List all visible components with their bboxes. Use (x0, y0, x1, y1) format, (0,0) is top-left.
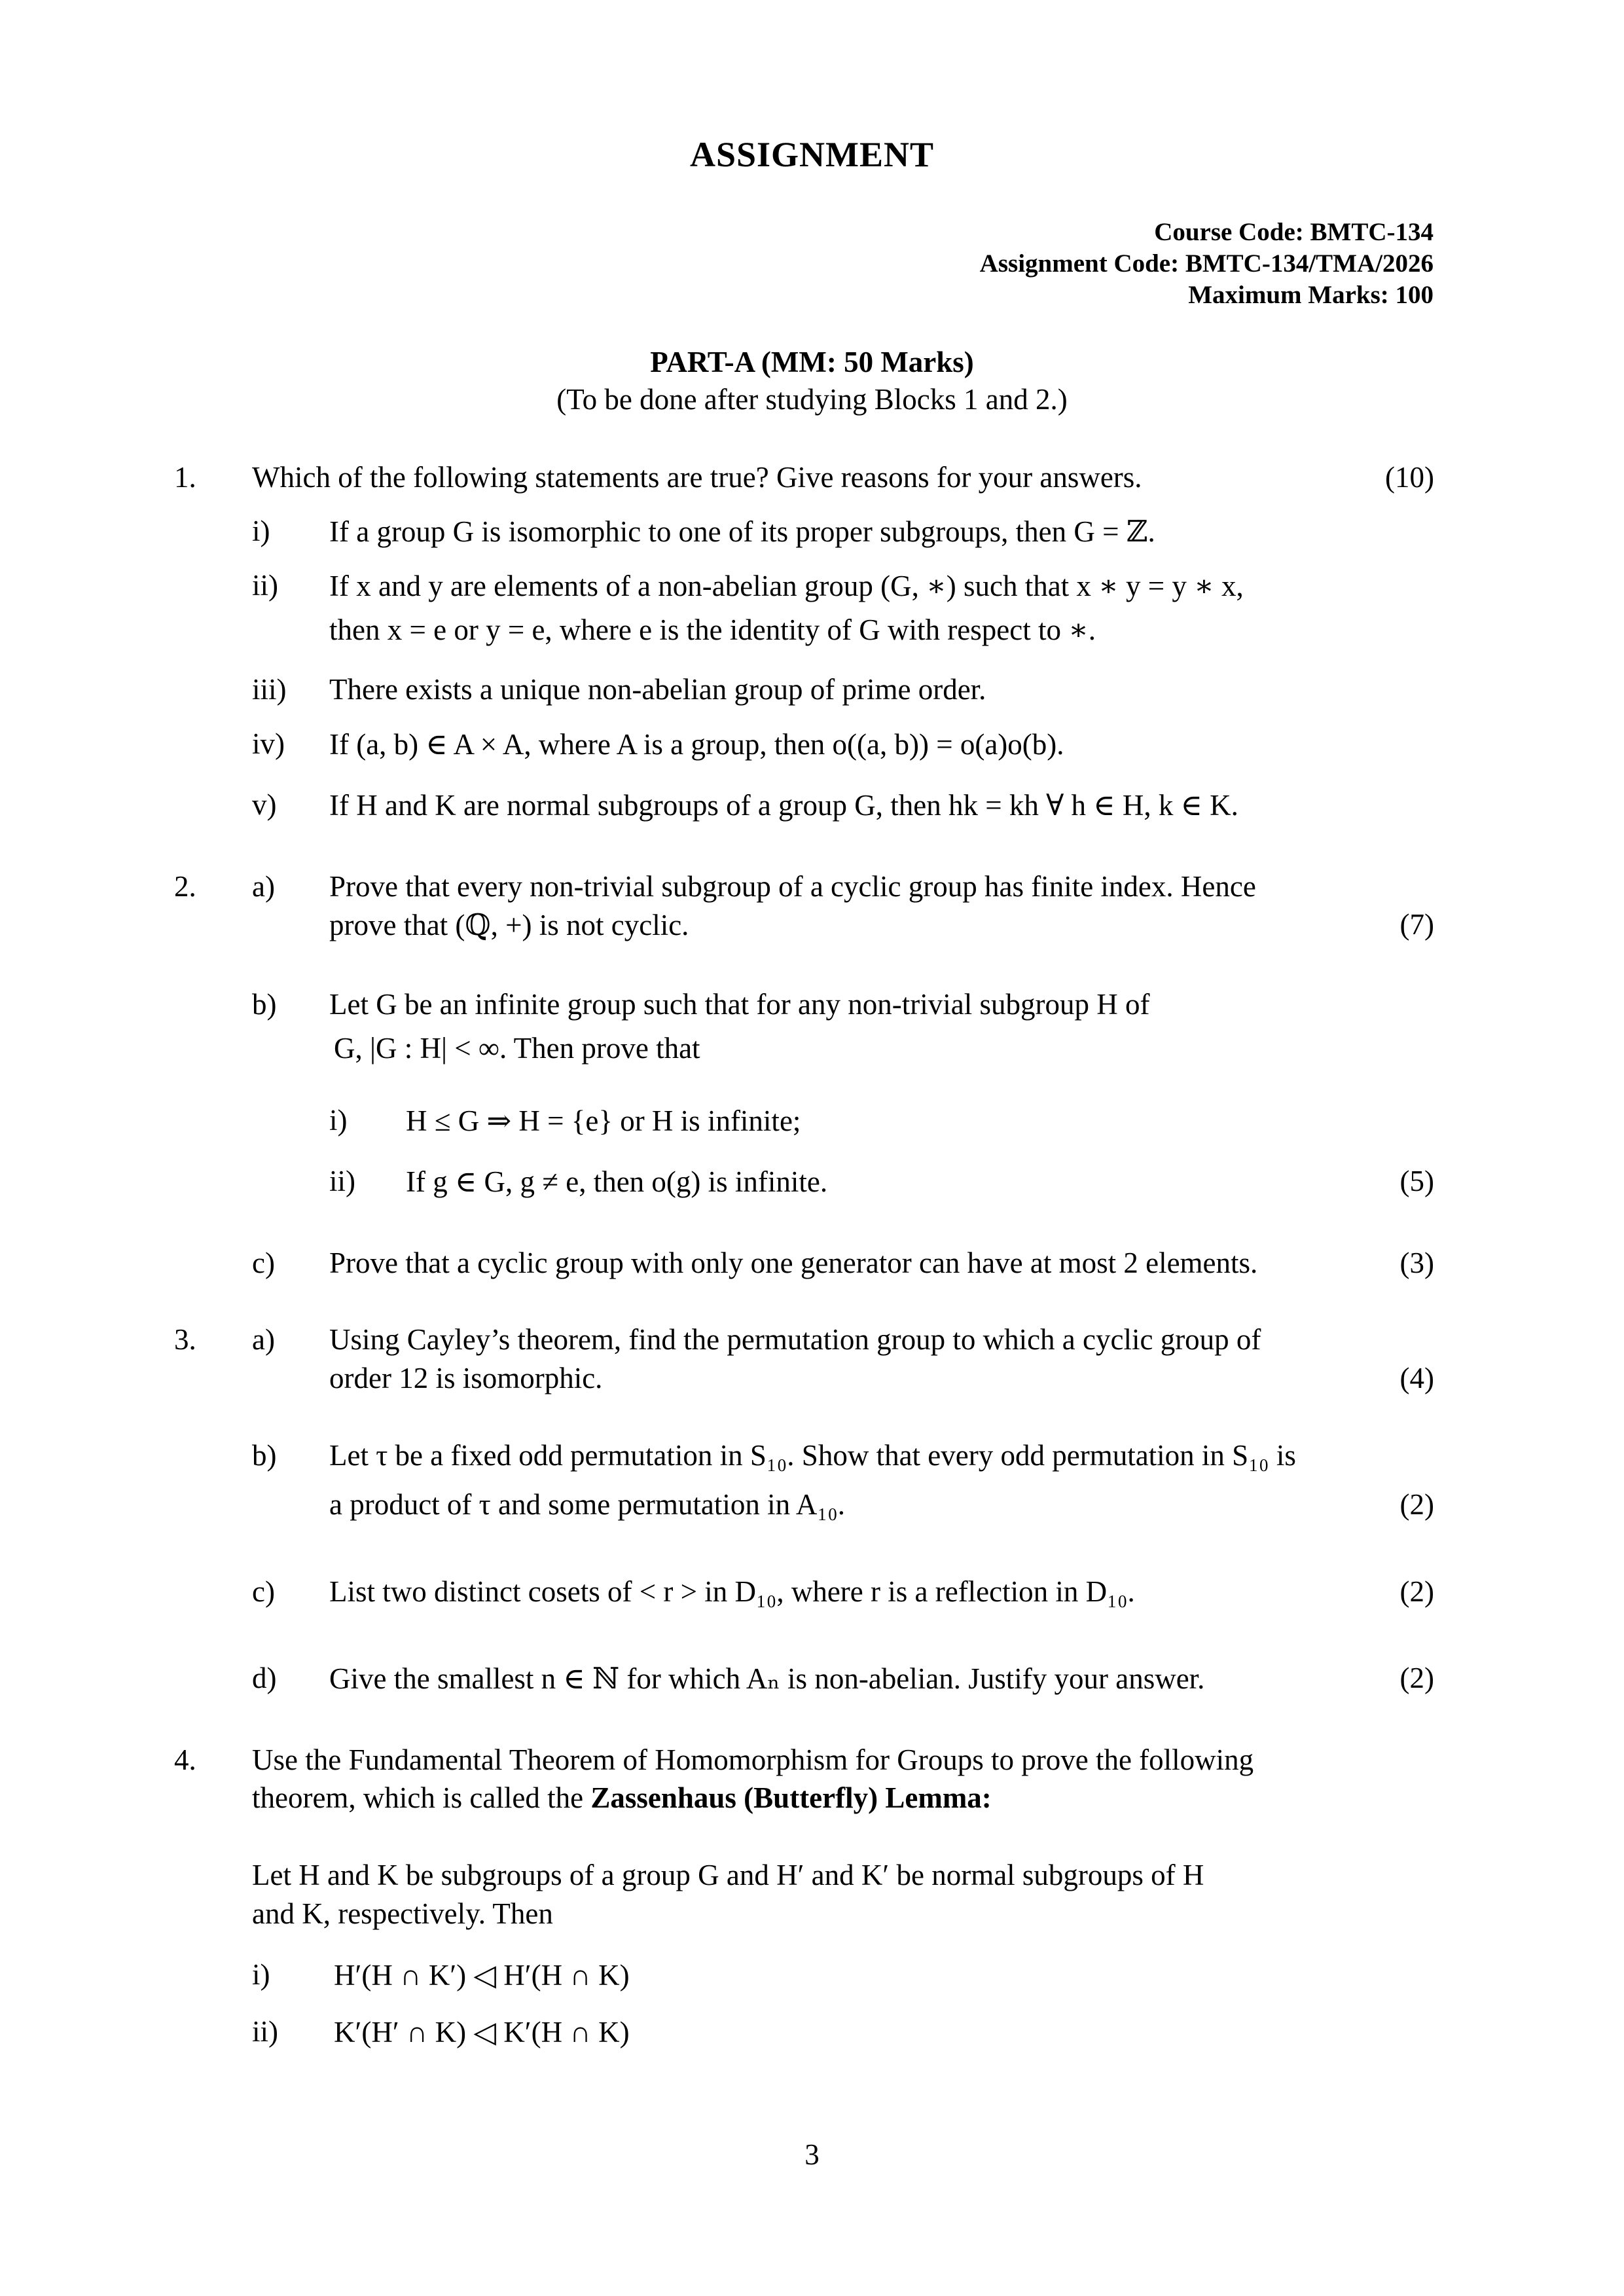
q3c-marks: (2) (1399, 1575, 1434, 1608)
q3a-text-continued: order 12 is isomorphic. (329, 1362, 603, 1394)
q2b-sub-text: H ≤ G ⇒ H = {e} or H is infinite; (406, 1104, 801, 1137)
q3d-text: Give the smallest n ∈ ℕ for which Aₙ is non-abelian. Justify your answer. (329, 1662, 1205, 1695)
question-4-text-plain: theorem, which is called the (252, 1781, 591, 1814)
q3a-text: Using Cayley’s theorem, find the permutation group to which a cyclic group of (329, 1323, 1261, 1356)
q2b-text-continued: G, |G : H| < ∞. Then prove that (334, 1032, 700, 1065)
q2a-text-continued: prove that (ℚ, +) is not cyclic. (329, 909, 689, 941)
q1-item-label: iv) (252, 727, 285, 760)
q2c-marks: (3) (1399, 1247, 1434, 1279)
q1-item-text: If x and y are elements of a non-abelian group (G, ∗) such that x ∗ y = y ∗ x, (329, 570, 1244, 602)
q3d-marks: (2) (1399, 1662, 1434, 1694)
maximum-marks: Maximum Marks: 100 (1188, 281, 1434, 309)
course-code: Course Code: BMTC-134 (1154, 218, 1434, 246)
q4-sub-label: ii) (252, 2015, 278, 2048)
question-1-text: Which of the following statements are true? Give reasons for your answers. (252, 461, 1142, 494)
q3b-marks: (2) (1399, 1488, 1434, 1521)
q1-item-label: ii) (252, 569, 278, 602)
q2c-label: c) (252, 1247, 275, 1279)
q1-item-label: v) (252, 788, 277, 821)
q2a-marks: (7) (1399, 908, 1434, 941)
question-4-number: 4. (174, 1743, 196, 1776)
q3c-label: c) (252, 1575, 275, 1608)
question-4-text-continued (252, 1781, 992, 1815)
q3a-label: a) (252, 1323, 275, 1356)
q3d-label: d) (252, 1662, 277, 1694)
q3b-label: b) (252, 1439, 277, 1472)
question-4-statement-continued: and K, respectively. Then (252, 1897, 553, 1930)
q1-item-label: i) (252, 515, 270, 547)
part-a-subtitle: (To be done after studying Blocks 1 and 2.) (556, 383, 1068, 416)
page-number: 3 (804, 2138, 820, 2171)
question-1-number: 1. (174, 461, 196, 494)
q3b-text: Let τ be a fixed odd permutation in S₁₀. Show that every odd permutation in S₁₀ is (329, 1439, 1296, 1472)
question-4-text: Use the Fundamental Theorem of Homomorphism for Groups to prove the following (252, 1743, 1254, 1776)
lemma-name: Zassenhaus (Butterfly) Lemma: (590, 1781, 992, 1814)
question-3-number: 3. (174, 1323, 196, 1356)
q1-item-text: If a group G is isomorphic to one of its proper subgroups, then G = ℤ. (329, 515, 1155, 548)
q1-item-text: There exists a unique non-abelian group of prime order. (329, 673, 986, 706)
q4-sub-label: i) (252, 1958, 270, 1991)
q2b-sub-label: ii) (329, 1165, 355, 1197)
q2b-text: Let G be an infinite group such that for any non-trivial subgroup H of (329, 988, 1150, 1021)
question-4-statement: Let H and K be subgroups of a group G and H′ and K′ be normal subgroups of H (252, 1859, 1204, 1891)
q2c-text: Prove that a cyclic group with only one generator can have at most 2 elements. (329, 1247, 1258, 1279)
q2a-label: a) (252, 870, 275, 903)
q3c-text: List two distinct cosets of < r > in D₁₀, where r is a reflection in D₁₀. (329, 1575, 1135, 1608)
q1-item-label: iii) (252, 673, 287, 706)
q1-item-text: If H and K are normal subgroups of a group G, then hk = kh ∀ h ∈ H, k ∈ K. (329, 789, 1238, 822)
q1-item-text: If (a, b) ∈ A × A, where A is a group, then o((a, b)) = o(a)o(b). (329, 728, 1064, 761)
q2b-marks: (5) (1399, 1165, 1434, 1197)
q3a-marks: (4) (1399, 1362, 1434, 1394)
question-2-number: 2. (174, 870, 196, 903)
q1-item-text-continued: then x = e or y = e, where e is the identity of G with respect to ∗. (329, 613, 1096, 646)
question-1-marks: (10) (1385, 461, 1434, 494)
assignment-code: Assignment Code: BMTC-134/TMA/2026 (979, 249, 1434, 278)
q2b-label: b) (252, 988, 277, 1021)
q3b-text-continued: a product of τ and some permutation in A₁₀. (329, 1488, 846, 1521)
q2b-sub-label: i) (329, 1104, 348, 1137)
page-title: ASSIGNMENT (689, 135, 935, 174)
q2b-sub-text: If g ∈ G, g ≠ e, then o(g) is infinite. (406, 1165, 828, 1198)
q4-sub-text: H′(H ∩ K′) ◁ H′(H ∩ K) (334, 1959, 630, 1992)
q2a-text: Prove that every non-trivial subgroup of a cyclic group has finite index. Hence (329, 870, 1256, 903)
part-a-title: PART-A (MM: 50 Marks) (650, 346, 974, 378)
q4-sub-text: K′(H′ ∩ K) ◁ K′(H ∩ K) (334, 2016, 630, 2049)
